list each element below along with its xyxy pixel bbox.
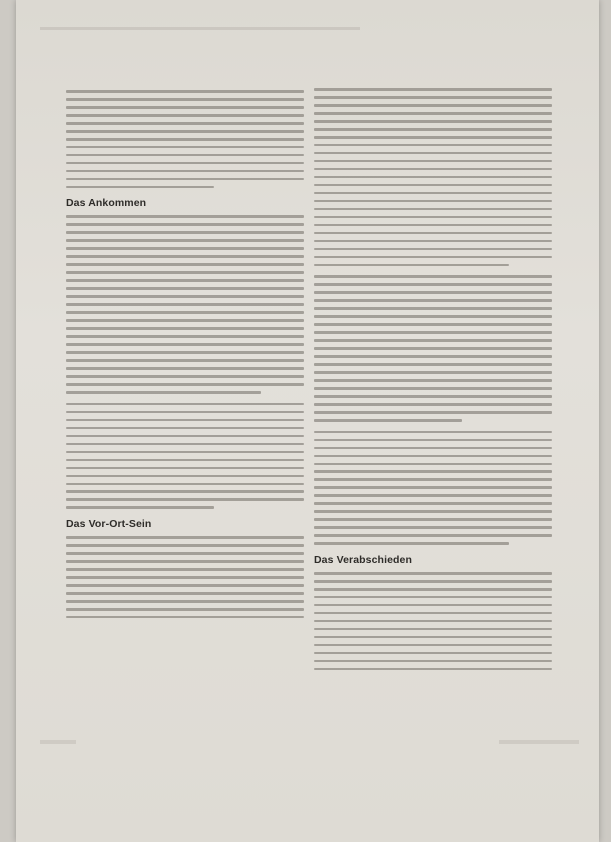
paragraph-lines: [314, 572, 552, 670]
paragraph-lines: [314, 88, 552, 545]
paragraph-lines: [66, 90, 304, 188]
document-page: [16, 0, 599, 842]
page-footer: [40, 736, 579, 748]
footer-text-faint: [499, 740, 579, 744]
running-header: [40, 22, 579, 36]
section-heading-farewell: Das Verabschieden: [314, 553, 412, 566]
page-number-faint: [40, 740, 76, 744]
paragraph-lines: [66, 536, 304, 618]
paragraph-lines: [66, 215, 304, 509]
right-column: [314, 88, 552, 676]
left-column: [66, 90, 304, 624]
section-heading-arrival: Das Ankommen: [66, 197, 147, 210]
running-header-text-faint: [40, 27, 360, 30]
section-heading-onsite: Das Vor-Ort-Sein: [66, 518, 152, 531]
